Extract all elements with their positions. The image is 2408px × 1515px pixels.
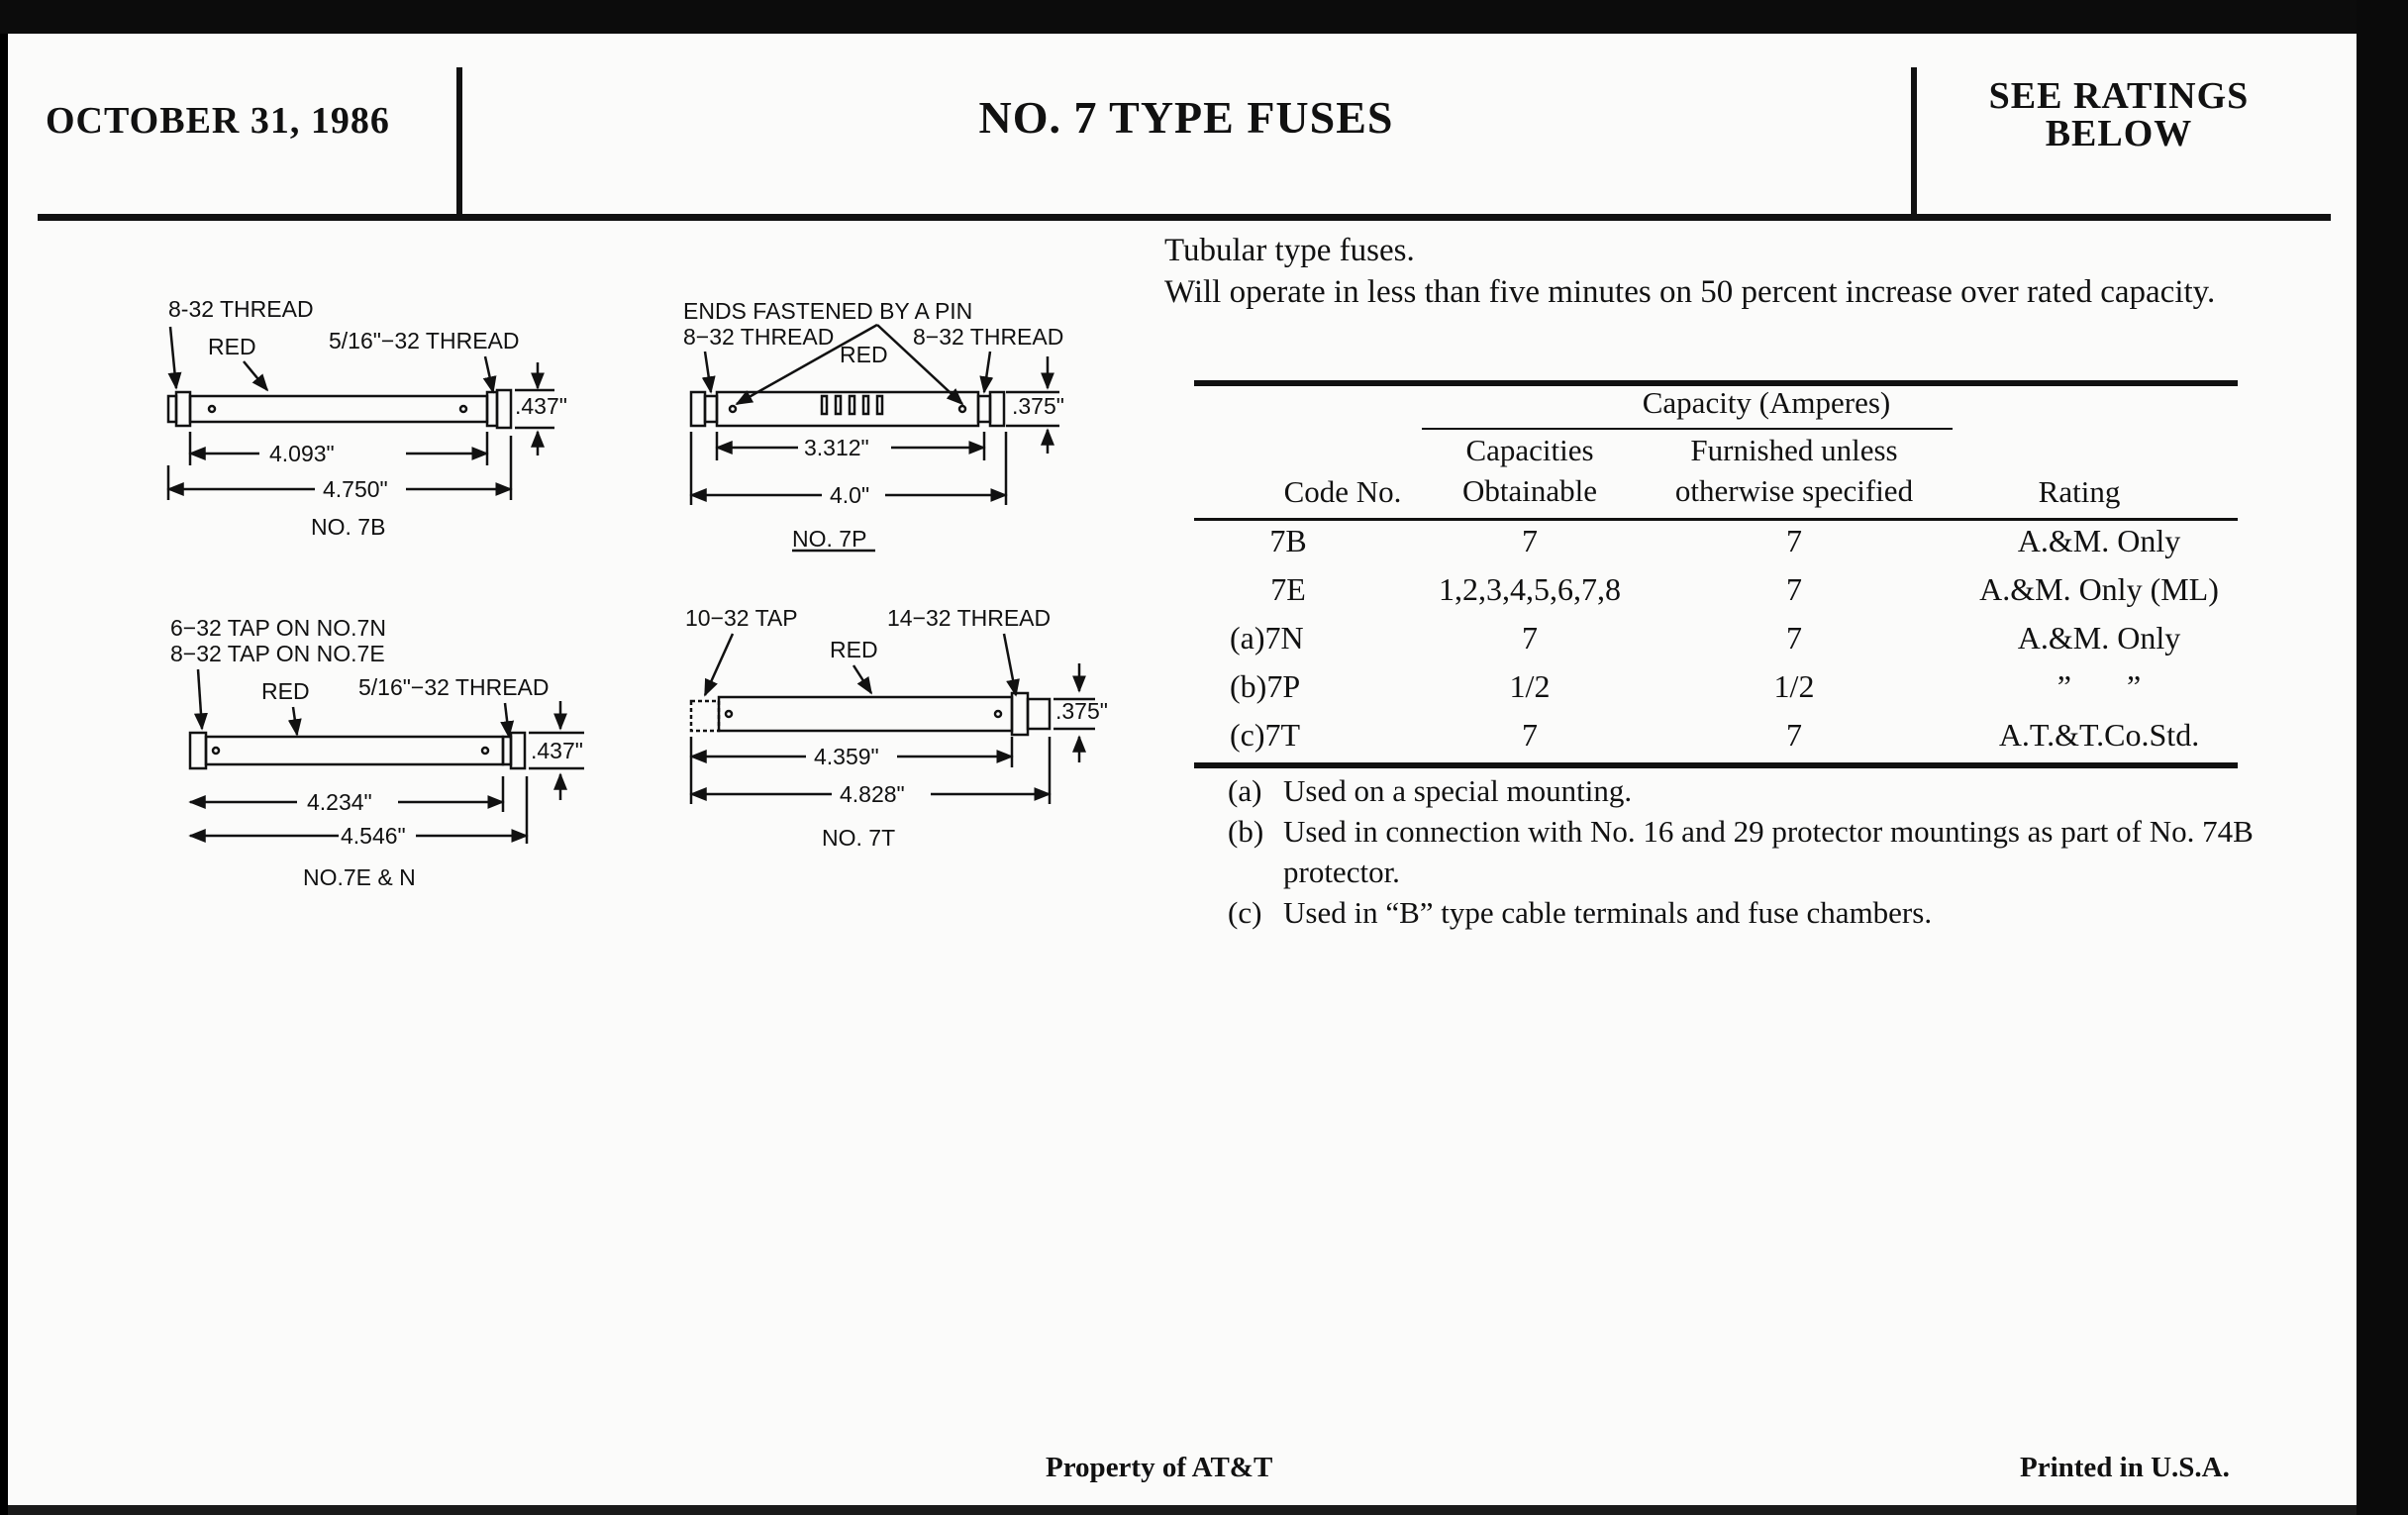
fuse-7en-drawing [170, 615, 584, 890]
fuse-7t-drawing [685, 605, 1108, 851]
fuse-7p-drawing [683, 298, 1064, 552]
fuse-7t-thread-right-label: 14−32 THREAD [887, 605, 1052, 631]
fuse-7b-diameter-label: .437" [515, 393, 567, 419]
footnote [1228, 770, 2277, 811]
fuse-7b-drawing [168, 296, 567, 540]
footer-property: Property of AT&T [1046, 1452, 1273, 1483]
fuse-7en-tap-7e-label: 8−32 TAP ON NO.7E [170, 641, 385, 666]
column-header-code: Code No. [1283, 474, 1402, 509]
cell-obtainable: 7 [1522, 717, 1538, 753]
fuse-7p-thread-right-label: 8−32 THREAD [913, 324, 1064, 350]
fuse-7en-inner-dimension: 4.234" [307, 789, 372, 815]
fuse-7p-outer-dimension: 4.0" [830, 482, 870, 508]
intro-line-1: Tubular type fuses. [1164, 233, 1415, 268]
page-title: NO. 7 TYPE FUSES [978, 92, 1394, 143]
cell-code: 7E [1270, 571, 1306, 607]
fuse-7b-red-label: RED [208, 334, 256, 359]
column-header-obtainable-2: Obtainable [1461, 473, 1597, 508]
fuse-7t-outer-dimension: 4.828" [840, 781, 905, 807]
header-ratings-line2: BELOW [2045, 113, 2193, 154]
footnote-text: Used in “B” type cable terminals and fuse chambers. [1283, 895, 1933, 930]
fuse-7t-tap-left-label: 10−32 TAP [685, 605, 798, 631]
cell-code: 7B [1269, 523, 1307, 558]
fuse-7en-outer-dimension: 4.546" [341, 823, 406, 849]
header-date: OCTOBER 31, 1986 [46, 100, 390, 142]
cell-furnished: 7 [1786, 620, 1802, 656]
cell-obtainable: 1/2 [1509, 668, 1551, 704]
fuse-7en-tap-7n-label: 6−32 TAP ON NO.7N [170, 615, 386, 641]
footnote [1228, 811, 2277, 892]
column-header-obtainable [1422, 430, 1638, 511]
cell-rating: A.T.&T.Co.Std. [1998, 717, 2200, 753]
column-header-obtainable-1: Capacities [1465, 433, 1594, 467]
fuse-7p-inner-dimension: 3.312" [804, 435, 869, 460]
fuse-7en-thread-right-label: 5/16"−32 THREAD [358, 674, 550, 700]
footer-printed: Printed in U.S.A. [2020, 1452, 2230, 1483]
table-bottom-rule [1194, 762, 2238, 768]
fuse-7p-thread-left-label: 8−32 THREAD [683, 324, 835, 350]
cell-rating: A.&M. Only (ML) [1979, 571, 2219, 607]
fuse-7t-caption: NO. 7T [822, 825, 896, 851]
cell-furnished: 7 [1786, 571, 1802, 607]
cell-furnished: 1/2 [1773, 668, 1815, 704]
footnote-label: (a) [1228, 773, 1262, 808]
cell-furnished: 7 [1786, 523, 1802, 558]
column-header-furnished-1: Furnished unless [1690, 433, 1898, 467]
footnote-text: Used in connection with No. 16 and 29 protector mountings as part of No. 74B protector. [1283, 814, 2254, 889]
fuse-7p-caption: NO. 7P [792, 526, 867, 552]
header-divider-right [1911, 67, 1917, 216]
table-footnotes [1228, 770, 2277, 933]
fuse-7b-inner-dimension: 4.093" [269, 441, 335, 466]
fuse-7p-pin-note: ENDS FASTENED BY A PIN [683, 298, 973, 324]
fuse-7en-caption: NO.7E & N [303, 864, 416, 890]
fuse-7en-diameter-label: .437" [531, 738, 583, 763]
cell-obtainable: 7 [1522, 620, 1538, 656]
cell-furnished: 7 [1786, 717, 1802, 753]
column-header-furnished [1656, 430, 1933, 511]
fuse-7b-thread-left-label: 8-32 THREAD [168, 296, 314, 322]
cell-code: (c)7T [1230, 717, 1301, 753]
cell-obtainable: 1,2,3,4,5,6,7,8 [1439, 571, 1621, 607]
fuse-7en-red-label: RED [261, 678, 310, 704]
header-ratings-line1: SEE RATINGS [1988, 75, 2250, 117]
fuse-7b-outer-dimension: 4.750" [323, 476, 388, 502]
footnote-label: (b) [1228, 814, 1264, 849]
fuse-7p-red-label: RED [840, 342, 888, 367]
fuse-7p-diameter-label: .375" [1012, 393, 1064, 419]
fuse-7b-caption: NO. 7B [311, 514, 386, 540]
cell-code: (b)7P [1230, 668, 1301, 704]
fuse-drawings [0, 0, 1149, 951]
cell-rating: A.&M. Only [2017, 620, 2181, 656]
header-ratings-note [1921, 77, 2317, 152]
cell-obtainable: 7 [1522, 523, 1538, 558]
scan-border-bottom [8, 1505, 2357, 1515]
fuse-7b-thread-right-label: 5/16"−32 THREAD [329, 328, 520, 354]
cell-code: (a)7N [1230, 620, 1304, 656]
fuse-7t-red-label: RED [830, 637, 878, 662]
column-header-furnished-2: otherwise specified [1674, 473, 1914, 508]
footnote-label: (c) [1228, 895, 1262, 930]
fuse-7t-diameter-label: .375" [1055, 698, 1108, 724]
column-header-rating: Rating [2038, 474, 2121, 509]
table-group-header: Capacity (Amperes) [1642, 385, 1891, 420]
intro-line-2: Will operate in less than five minutes on 50 percent increase over rated capacity. [1164, 274, 2216, 310]
intro-text [1164, 230, 2215, 313]
cell-rating: A.&M. Only [2017, 523, 2181, 558]
footnote [1228, 892, 2277, 933]
cell-rating: ” ” [2057, 668, 2142, 704]
fuse-7t-inner-dimension: 4.359" [814, 744, 879, 769]
scan-border-right [2357, 0, 2408, 1515]
footnote-text: Used on a special mounting. [1283, 773, 1633, 808]
